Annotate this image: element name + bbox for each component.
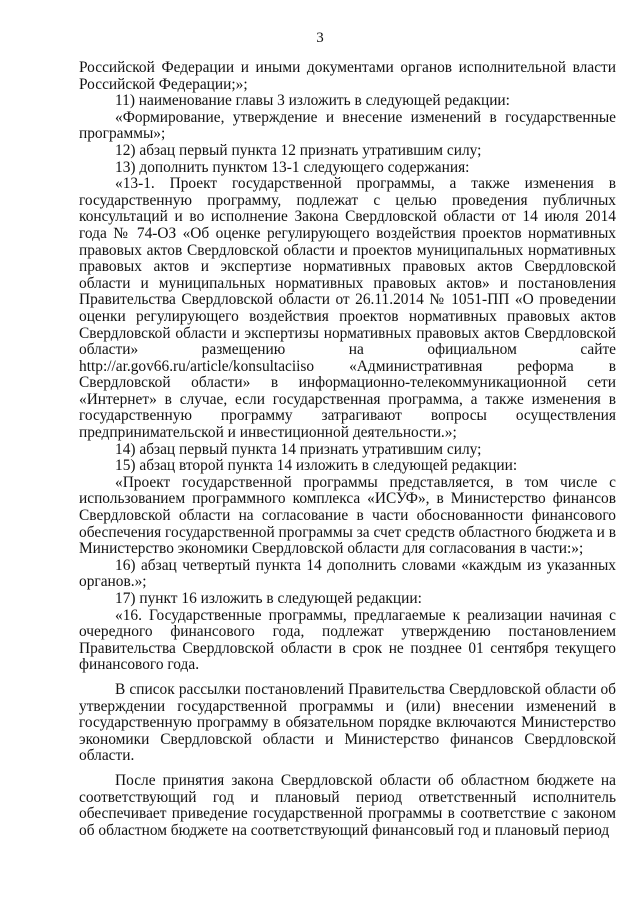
paragraph: «13-1. Проект государственной программы, а также изменения в государственную программу, подлежат с целью проведения публичных консультаций и во исполнение Закона Свердловской области от 14 июля 2014 года № 74-ОЗ «Об оценке регулирующего воздействия проектов нормативных правовых актов Свердловской области и проектов муниципальных нормативных правовых актов и экспертизе нормативных правовых актов Свердловской области и муниципальных нормативных правовых актов» и постановления Правительства Свердловской области от 26.11.2014 № 1051-ПП «О проведении оценки регулирующего воздействия проектов нормативных правовых актов Свердловской области и экспертизы нормативных правовых актов Свердловской области» размещению на официальном сайте http://ar.gov66.ru/article/konsultaciiso «Административная реформа в Свердловской области» в информационно-телекоммуникационной сети «Интернет» в случае, если государственная программа, а также изменения в государственную программу затрагивают вопросы осуществления предпринимательской и инвестиционной деятельности.»; [79, 175, 616, 442]
paragraph: 11) наименование главы 3 изложить в следующей редакции: [115, 92, 510, 110]
paragraph: 14) абзац первый пункта 14 признать утратившим силу; [115, 440, 482, 458]
document-body [79, 60, 616, 839]
paragraph: После принятия закона Свердловской области об областном бюджете на соответствующий год и плановый период ответственный исполнитель обеспечивает приведение государственной программы в соответствие с законом об областном бюджете на соответствующий финансовый год и плановый период [79, 771, 616, 839]
paragraph: 16) абзац четвертый пункта 14 дополнить словами «каждым из указанных органов.»; [79, 556, 616, 591]
paragraph: 12) абзац первый пункта 12 признать утратившим силу; [115, 141, 482, 159]
paragraph: «16. Государственные программы, предлагаемые к реализации начиная с очередного финансового года, подлежат утверждению постановлением Правительства Свердловской области в срок не позднее 01 сентября текущего финансового года. [79, 606, 616, 674]
page-number: 3 [316, 30, 324, 46]
paragraph: 13) дополнить пунктом 13-1 следующего содержания: [115, 158, 470, 176]
paragraph: «Формирование, утверждение и внесение изменений в государственные программы»; [79, 108, 616, 143]
paragraph: «Проект государственной программы представляется, в том числе с использованием программного комплекса «ИСУФ», в Министерство финансов Свердловской области на согласование в части обоснованности финансового обеспечения государственной программы за счет средств областного бюджета и в Министерство экономики Свердловской области для согласования в части:»; [79, 473, 616, 558]
paragraph: Российской Федерации и иными документами органов исполнительной власти Российской Федерации;»; [79, 59, 616, 93]
paragraph: 17) пункт 16 изложить в следующей редакции: [115, 590, 422, 607]
paragraph: В список рассылки постановлений Правительства Свердловской области об утверждении государственной программы и (или) внесении изменений в государственную программу в обязательном порядке включаются Министерство экономики Свердловской области и Министерство финансов Свердловской области. [79, 680, 616, 765]
paragraph: 15) абзац второй пункта 14 изложить в следующей редакции: [115, 457, 518, 475]
